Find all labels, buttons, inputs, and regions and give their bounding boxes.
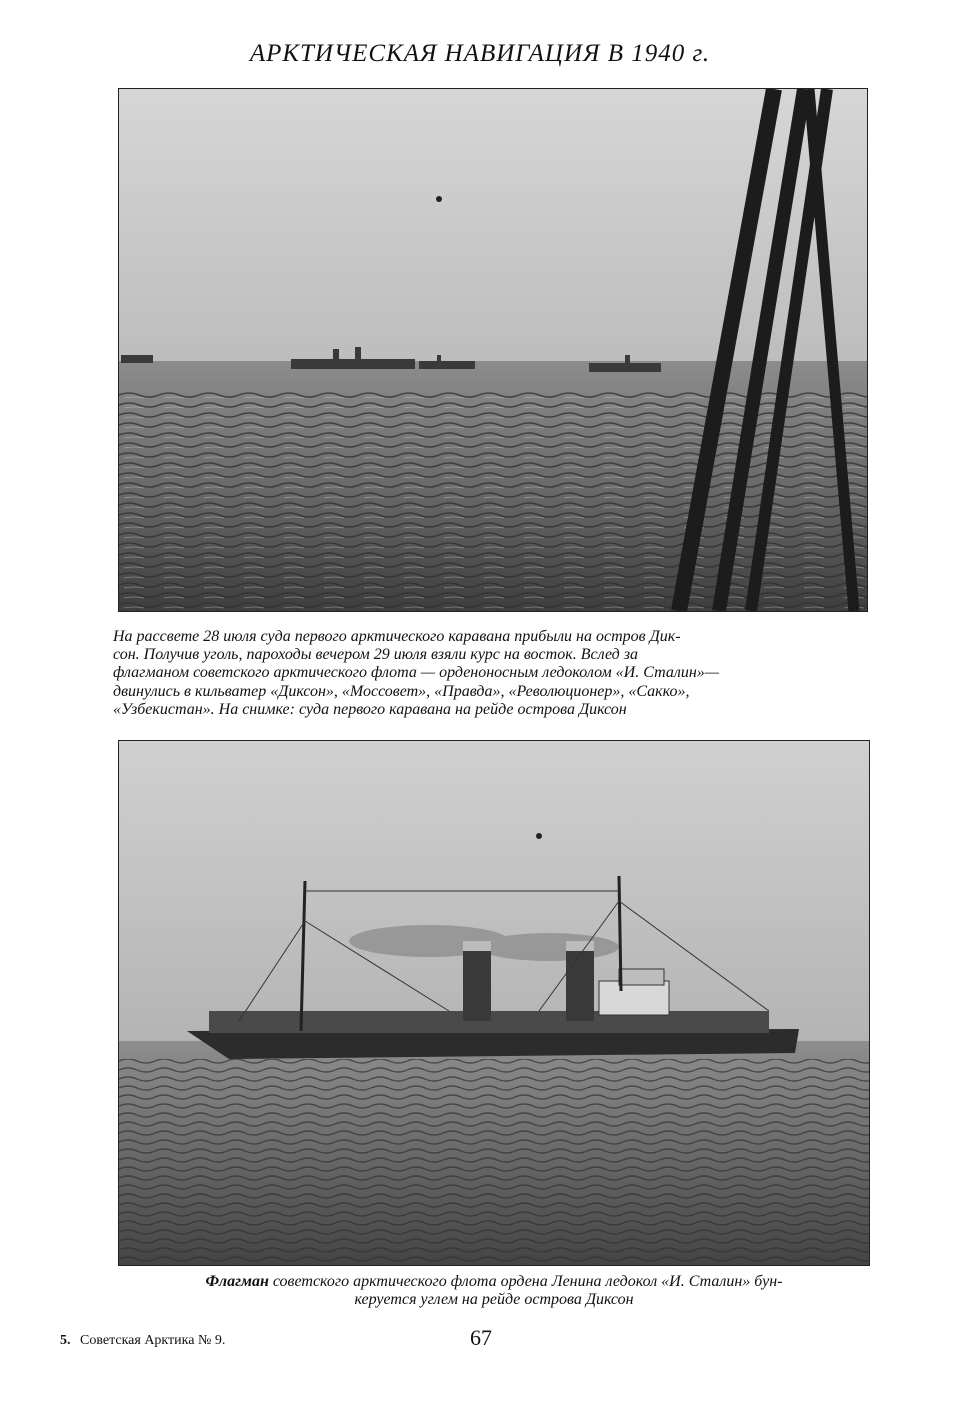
- caption-photo-1: [113, 628, 875, 719]
- journal-name: Советская Арктика № 9.: [80, 1333, 226, 1348]
- caption-line: двинулись в кильватер «Диксон», «Моссовет», «Правда», «Революционер», «Сакко»,: [113, 682, 690, 700]
- caption-line: [108, 1273, 880, 1291]
- footer-journal: [60, 1333, 225, 1349]
- caption-bold-word: Флагман: [205, 1273, 269, 1290]
- photo-convoy-roadstead: [118, 88, 868, 612]
- caption-line: флагманом советского арктического флота — орденоносным ледоколом «И. Сталин»—: [113, 664, 720, 682]
- caption-line: На рассвете 28 июля суда первого арктического каравана прибыли на остров Дик-: [113, 628, 681, 645]
- page-title: АРКТИЧЕСКАЯ НАВИГАЦИЯ В 1940 г.: [249, 40, 711, 67]
- caption-line: сон. Получив уголь, пароходы вечером 29 июля взяли курс на восток. Вслед за: [113, 646, 638, 664]
- caption-text: советского арктического флота ордена Ленина ледокол «И. Сталин» бун-: [268, 1273, 783, 1290]
- photo-icebreaker: [118, 740, 870, 1266]
- caption-line: «Узбекистан». На снимке: суда первого каравана на рейде острова Диксон: [113, 700, 627, 718]
- caption-line: керуется углем на рейде острова Диксон: [354, 1291, 634, 1309]
- caption-photo-2: [108, 1273, 880, 1309]
- page-number: 67: [470, 1325, 492, 1350]
- signature-mark: 5.: [60, 1333, 71, 1348]
